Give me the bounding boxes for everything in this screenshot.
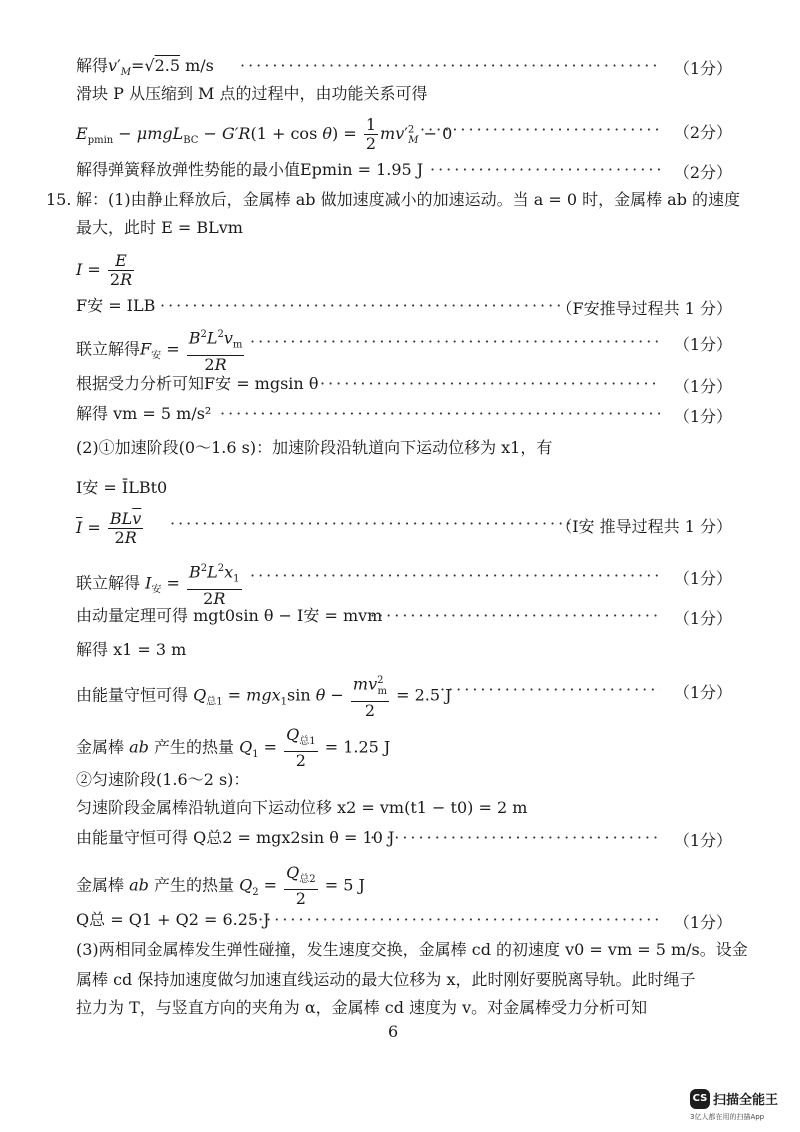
- leader-dots: [160, 296, 560, 315]
- solution-line: [0, 218, 800, 248]
- solution-line: [0, 56, 800, 86]
- formula: $\overline{I}$ = $\frac{BL\overline{v}}{2R}$: [76, 509, 142, 547]
- solution-line: [0, 606, 800, 636]
- line-text: F安 = ILB: [76, 296, 156, 315]
- formula: $E_{pmin} - \mu mgL_{BC} - G'R(1 + \cos \theta)$ = $\frac{1}{2}$ $mv'^2_M - 0$: [76, 115, 453, 153]
- score-points: （1分）: [673, 609, 732, 628]
- solution-line: [0, 115, 800, 153]
- score-points: （1分）: [673, 913, 732, 932]
- line-text: 拉力为 T，与竖直方向的夹角为 α，金属棒 cd 速度为 v。对金属棒受力分析可知: [76, 998, 648, 1017]
- line-text: 滑块 P 从压缩到 M 点的过程中，由功能关系可得: [76, 84, 428, 103]
- leader-dots: [430, 160, 660, 179]
- solution-line: [0, 84, 800, 114]
- solution-line: [0, 478, 800, 508]
- solution-line: [0, 251, 800, 289]
- formula: 金属棒 ab 产生的热量 $Q_2$ = $\frac{Q_{总2}}{2}$ = 5 J: [76, 863, 365, 909]
- solution-line: [0, 828, 800, 858]
- score-points: （1分）: [673, 407, 732, 426]
- score-points: （2分）: [673, 123, 732, 142]
- line-text: 由动量定理可得 mgt0sin θ − I安 = mvm: [76, 606, 383, 625]
- line-text: (3)两相同金属棒发生弹性碰撞，发生速度交换，金属棒 cd 的初速度 v0 = vm = 5 m/s。设金: [76, 940, 748, 959]
- scanner-tagline: 3亿人都在用的扫描App: [690, 1113, 765, 1121]
- line-text: (2)①加速阶段(0～1.6 s)：加速阶段沿轨道向下运动位移为 x1，有: [76, 438, 553, 457]
- score-points: （1分）: [673, 377, 732, 396]
- line-text: 属棒 cd 保持加速度做匀加速直线运动的最大位移为 x，此时刚好要脱离导轨。此时绳子: [76, 970, 696, 989]
- leader-dots: [370, 828, 660, 847]
- solution-line: [0, 910, 800, 940]
- solution-line: [0, 374, 800, 404]
- line-text: 最大，此时 E = BLvm: [76, 218, 243, 237]
- solution-line: [0, 770, 800, 800]
- line-text: 解：(1)由静止释放后，金属棒 ab 做加速度减小的加速运动。当 a = 0 时，金属棒 ab 的速度: [76, 190, 741, 209]
- camscanner-logo-icon: CS: [690, 1089, 710, 1109]
- formula: I = $\frac{E}{2R}$: [76, 251, 133, 289]
- solution-line: [0, 674, 800, 720]
- leader-dots: [250, 332, 660, 351]
- solution-line: [0, 863, 800, 909]
- leader-dots: [220, 404, 660, 423]
- solution-line: [0, 404, 800, 434]
- page-number: 6: [388, 1022, 399, 1041]
- score-points: （2分）: [673, 163, 732, 182]
- score-points: （1分）: [673, 59, 732, 78]
- line-text: 匀速阶段金属棒沿轨道向下运动位移 x2 = vm(t1 − t0) = 2 m: [76, 798, 528, 817]
- solution-line: [0, 940, 800, 970]
- scanner-app-name: 扫描全能王: [713, 1093, 779, 1108]
- leader-dots: [420, 120, 660, 139]
- line-text: 由能量守恒可得 Q总2 = mgx2sin θ = 10 J: [76, 828, 395, 847]
- solution-line: [0, 970, 800, 1000]
- formula: 联立解得$F_安$ = $\frac{B^2L^2v_m}{2R}$: [76, 326, 246, 374]
- line-text: I安 = ĪLBt0: [76, 478, 168, 497]
- solution-line: [0, 998, 800, 1028]
- leader-dots: [250, 910, 660, 929]
- solution-line: [0, 562, 800, 608]
- line-text: 解得 vm = 5 m/s²: [76, 404, 212, 423]
- leader-dots: [370, 606, 660, 625]
- formula: 金属棒 ab 产生的热量 $Q_1$ = $\frac{Q_{总1}}{2}$ = 1.25 J: [76, 725, 391, 771]
- solution-line: [0, 160, 800, 190]
- leader-dots: [170, 514, 570, 533]
- leader-dots: [320, 374, 660, 393]
- line-text: ②匀速阶段(1.6～2 s)：: [76, 770, 250, 789]
- score-points: （1分）: [673, 335, 732, 354]
- line-text: 解得 x1 = 3 m: [76, 640, 187, 659]
- solution-line: [0, 509, 800, 547]
- solution-line: [0, 725, 800, 771]
- leader-dots: [250, 566, 660, 585]
- solution-line: [0, 328, 800, 374]
- leader-dots: [240, 56, 660, 75]
- score-points: （1分）: [673, 683, 732, 702]
- solution-line: [0, 190, 800, 220]
- score-points: （1分）: [673, 569, 732, 588]
- solution-line: [0, 798, 800, 828]
- formula: 联立解得 $I_安$ = $\frac{B^2L^2x_1}{2R}$: [76, 560, 244, 608]
- leader-dots: [440, 680, 660, 699]
- question-number: 15.: [46, 190, 72, 209]
- solution-line: [0, 640, 800, 670]
- score-points: （I安 推导过程共 1 分）: [556, 517, 732, 536]
- score-points: （1分）: [673, 831, 732, 850]
- formula: 由能量守恒可得 $Q_{总1} = mgx_1\sin$ θ − $\frac{mv^2_m}{2}$ = 2.5 J: [76, 672, 452, 720]
- line-text: Q总 = Q1 + Q2 = 6.25 J: [76, 910, 270, 929]
- line-text: 根据受力分析可知F安 = mgsin θ: [76, 374, 319, 393]
- score-points: （F安推导过程共 1 分）: [556, 299, 732, 318]
- formula: 解得$v'_M=√2.5$ m/s: [76, 56, 214, 79]
- solution-line: [0, 296, 800, 326]
- line-text: 解得弹簧释放弹性势能的最小值Epmin = 1.95 J: [76, 160, 424, 179]
- solution-line: [0, 438, 800, 468]
- scanner-watermark: [690, 1088, 778, 1109]
